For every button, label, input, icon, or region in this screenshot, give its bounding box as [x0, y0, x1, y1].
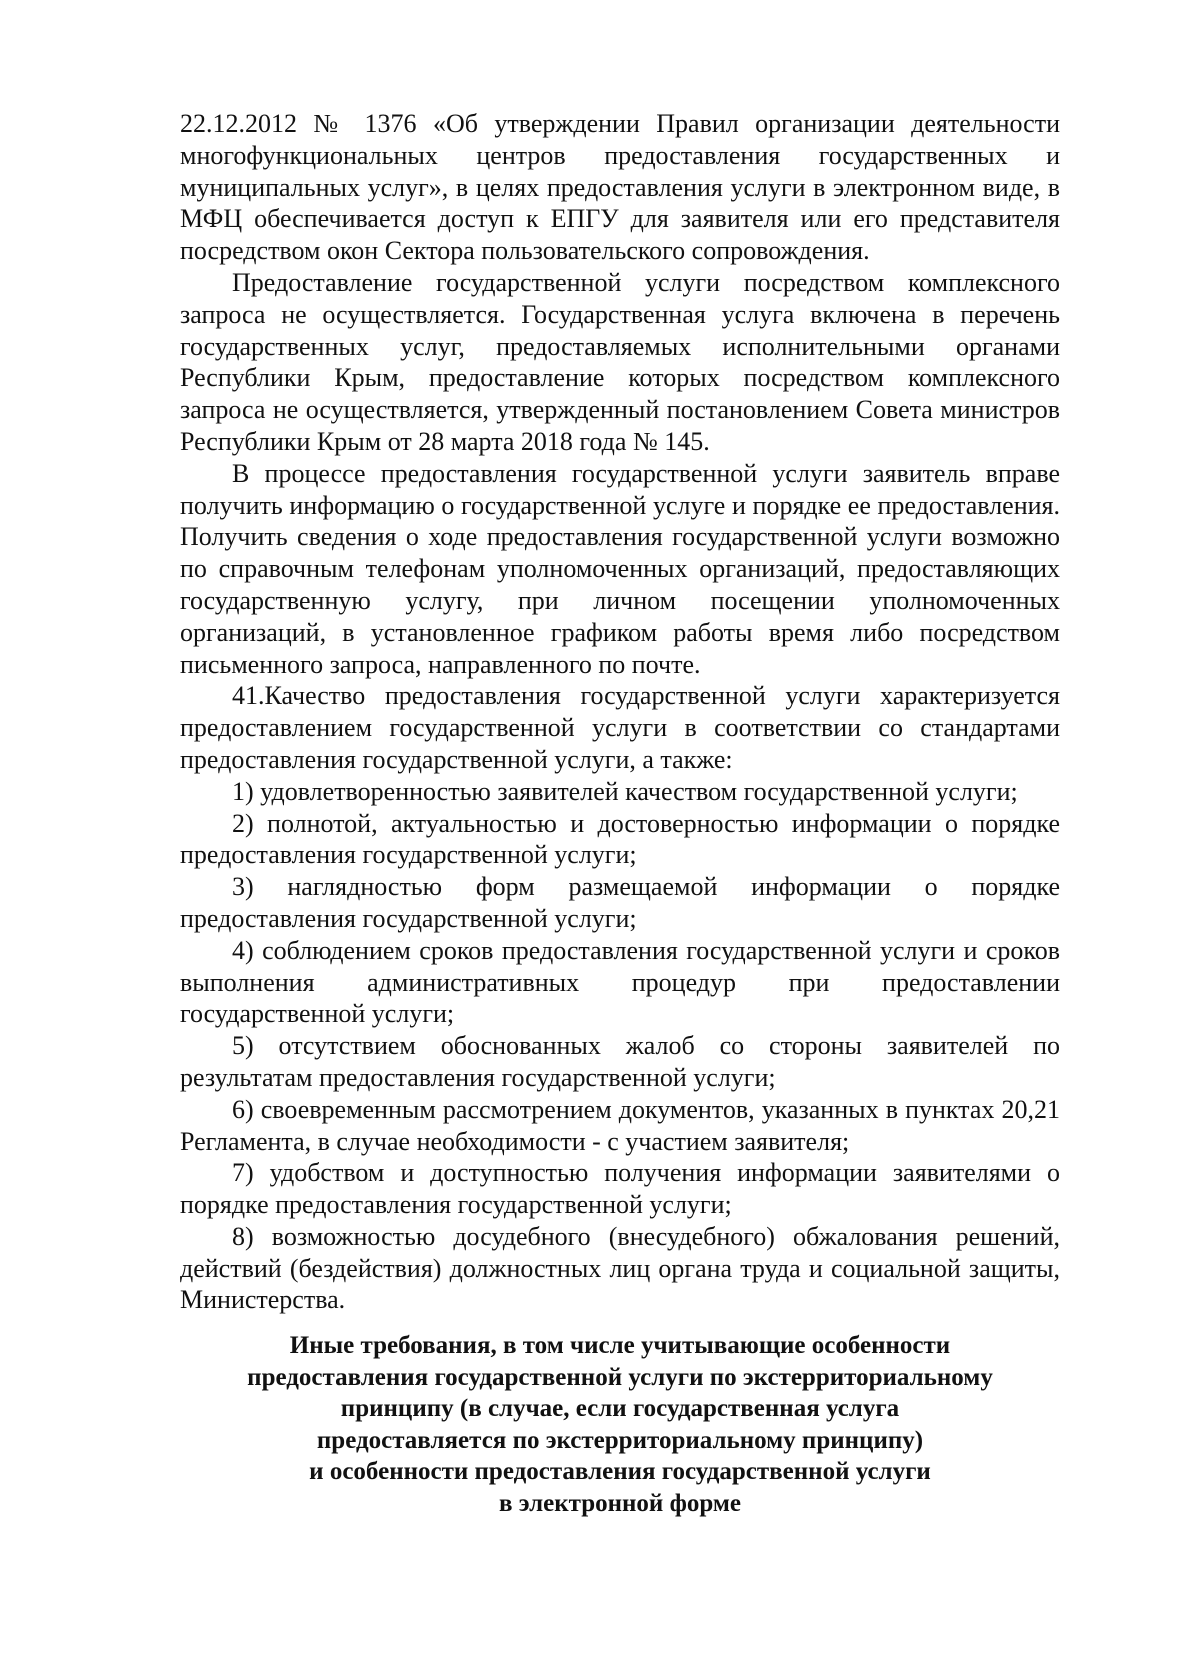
paragraph-complex-request: Предоставление государственной услуги посредством комплексного запроса не осуществляется. Государственная услуга включена в перечень государственных услуг, предоставляемых исполнительными органами Республики Крым, предоставление которых посредством комплексного запроса не осуществляется, утвержденный постановлением Совета министров Республики Крым от 28 марта 2018 года № 145.	[180, 267, 1060, 456]
list-item-7: 7) удобством и доступностью получения информации заявителями о порядке предоставления государственной услуги;	[180, 1158, 1060, 1220]
list-item-1: 1) удовлетворенностью заявителей качеством государственной услуги;	[232, 776, 1018, 806]
section-heading	[180, 1330, 1060, 1519]
list-item-4: 4) соблюдением сроков предоставления государственной услуги и сроков выполнения административных процедур при предоставлении государственной услуги;	[180, 935, 1060, 1029]
list-item-6: 6) своевременным рассмотрением документов, указанных в пунктах 20,21 Регламента, в случае необходимости - с участием заявителя;	[180, 1094, 1060, 1156]
heading-line: принципу (в случае, если государственная услуга	[340, 1395, 900, 1422]
paragraph-continuation: 22.12.2012 № 1376 «Об утверждении Правил организации деятельности многофункциональных центров предоставления государственных и муниципальных услуг», в целях предоставления услуги в электронном виде, в МФЦ обеспечивается доступ к ЕПГУ для заявителя или его представителя посредством окон Сектора пользовательского сопровождения.	[180, 109, 1060, 266]
list-item-2: 2) полнотой, актуальностью и достоверностью информации о порядке предоставления государственной услуги;	[180, 808, 1060, 870]
heading-line: в электронной форме	[498, 1489, 742, 1517]
list-item-5: 5) отсутствием обоснованных жалоб со стороны заявителей по результатам предоставления государственной услуги;	[180, 1031, 1060, 1092]
heading-line: Иные требования, в том числе учитывающие особенности	[289, 1332, 951, 1359]
heading-line: и особенности предоставления государственной услуги	[309, 1458, 931, 1485]
paragraph-quality-41: 41.Качество предоставления государственной услуги характеризуется предоставлением государственной услуги в соответствии со стандартами предоставления государственной услуги, а также:	[180, 681, 1060, 774]
heading-line: предоставляется по экстерриториальному принципу)	[316, 1426, 924, 1454]
paragraph-information: В процессе предоставления государственной услуги заявитель вправе получить информацию о государственной услуге и порядке ее предоставления. Получить сведения о ходе предоставления государственной услуги возможно по справочным телефонам уполномоченных организаций, предоставляющих государственную услугу, при личном посещении уполномоченных организаций, в установленное графиком работы время либо посредством письменного запроса, направленного по почте.	[180, 458, 1060, 679]
document-body	[180, 108, 1060, 1316]
list-item-3: 3) наглядностью форм размещаемой информации о порядке предоставления государственной услуги;	[180, 872, 1060, 933]
heading-line: предоставления государственной услуги по экстерриториальному	[247, 1363, 993, 1391]
list-item-8: 8) возможностью досудебного (внесудебного) обжалования решений, действий (бездействия) должностных лиц органа труда и социальной защиты, Министерства.	[180, 1221, 1060, 1315]
